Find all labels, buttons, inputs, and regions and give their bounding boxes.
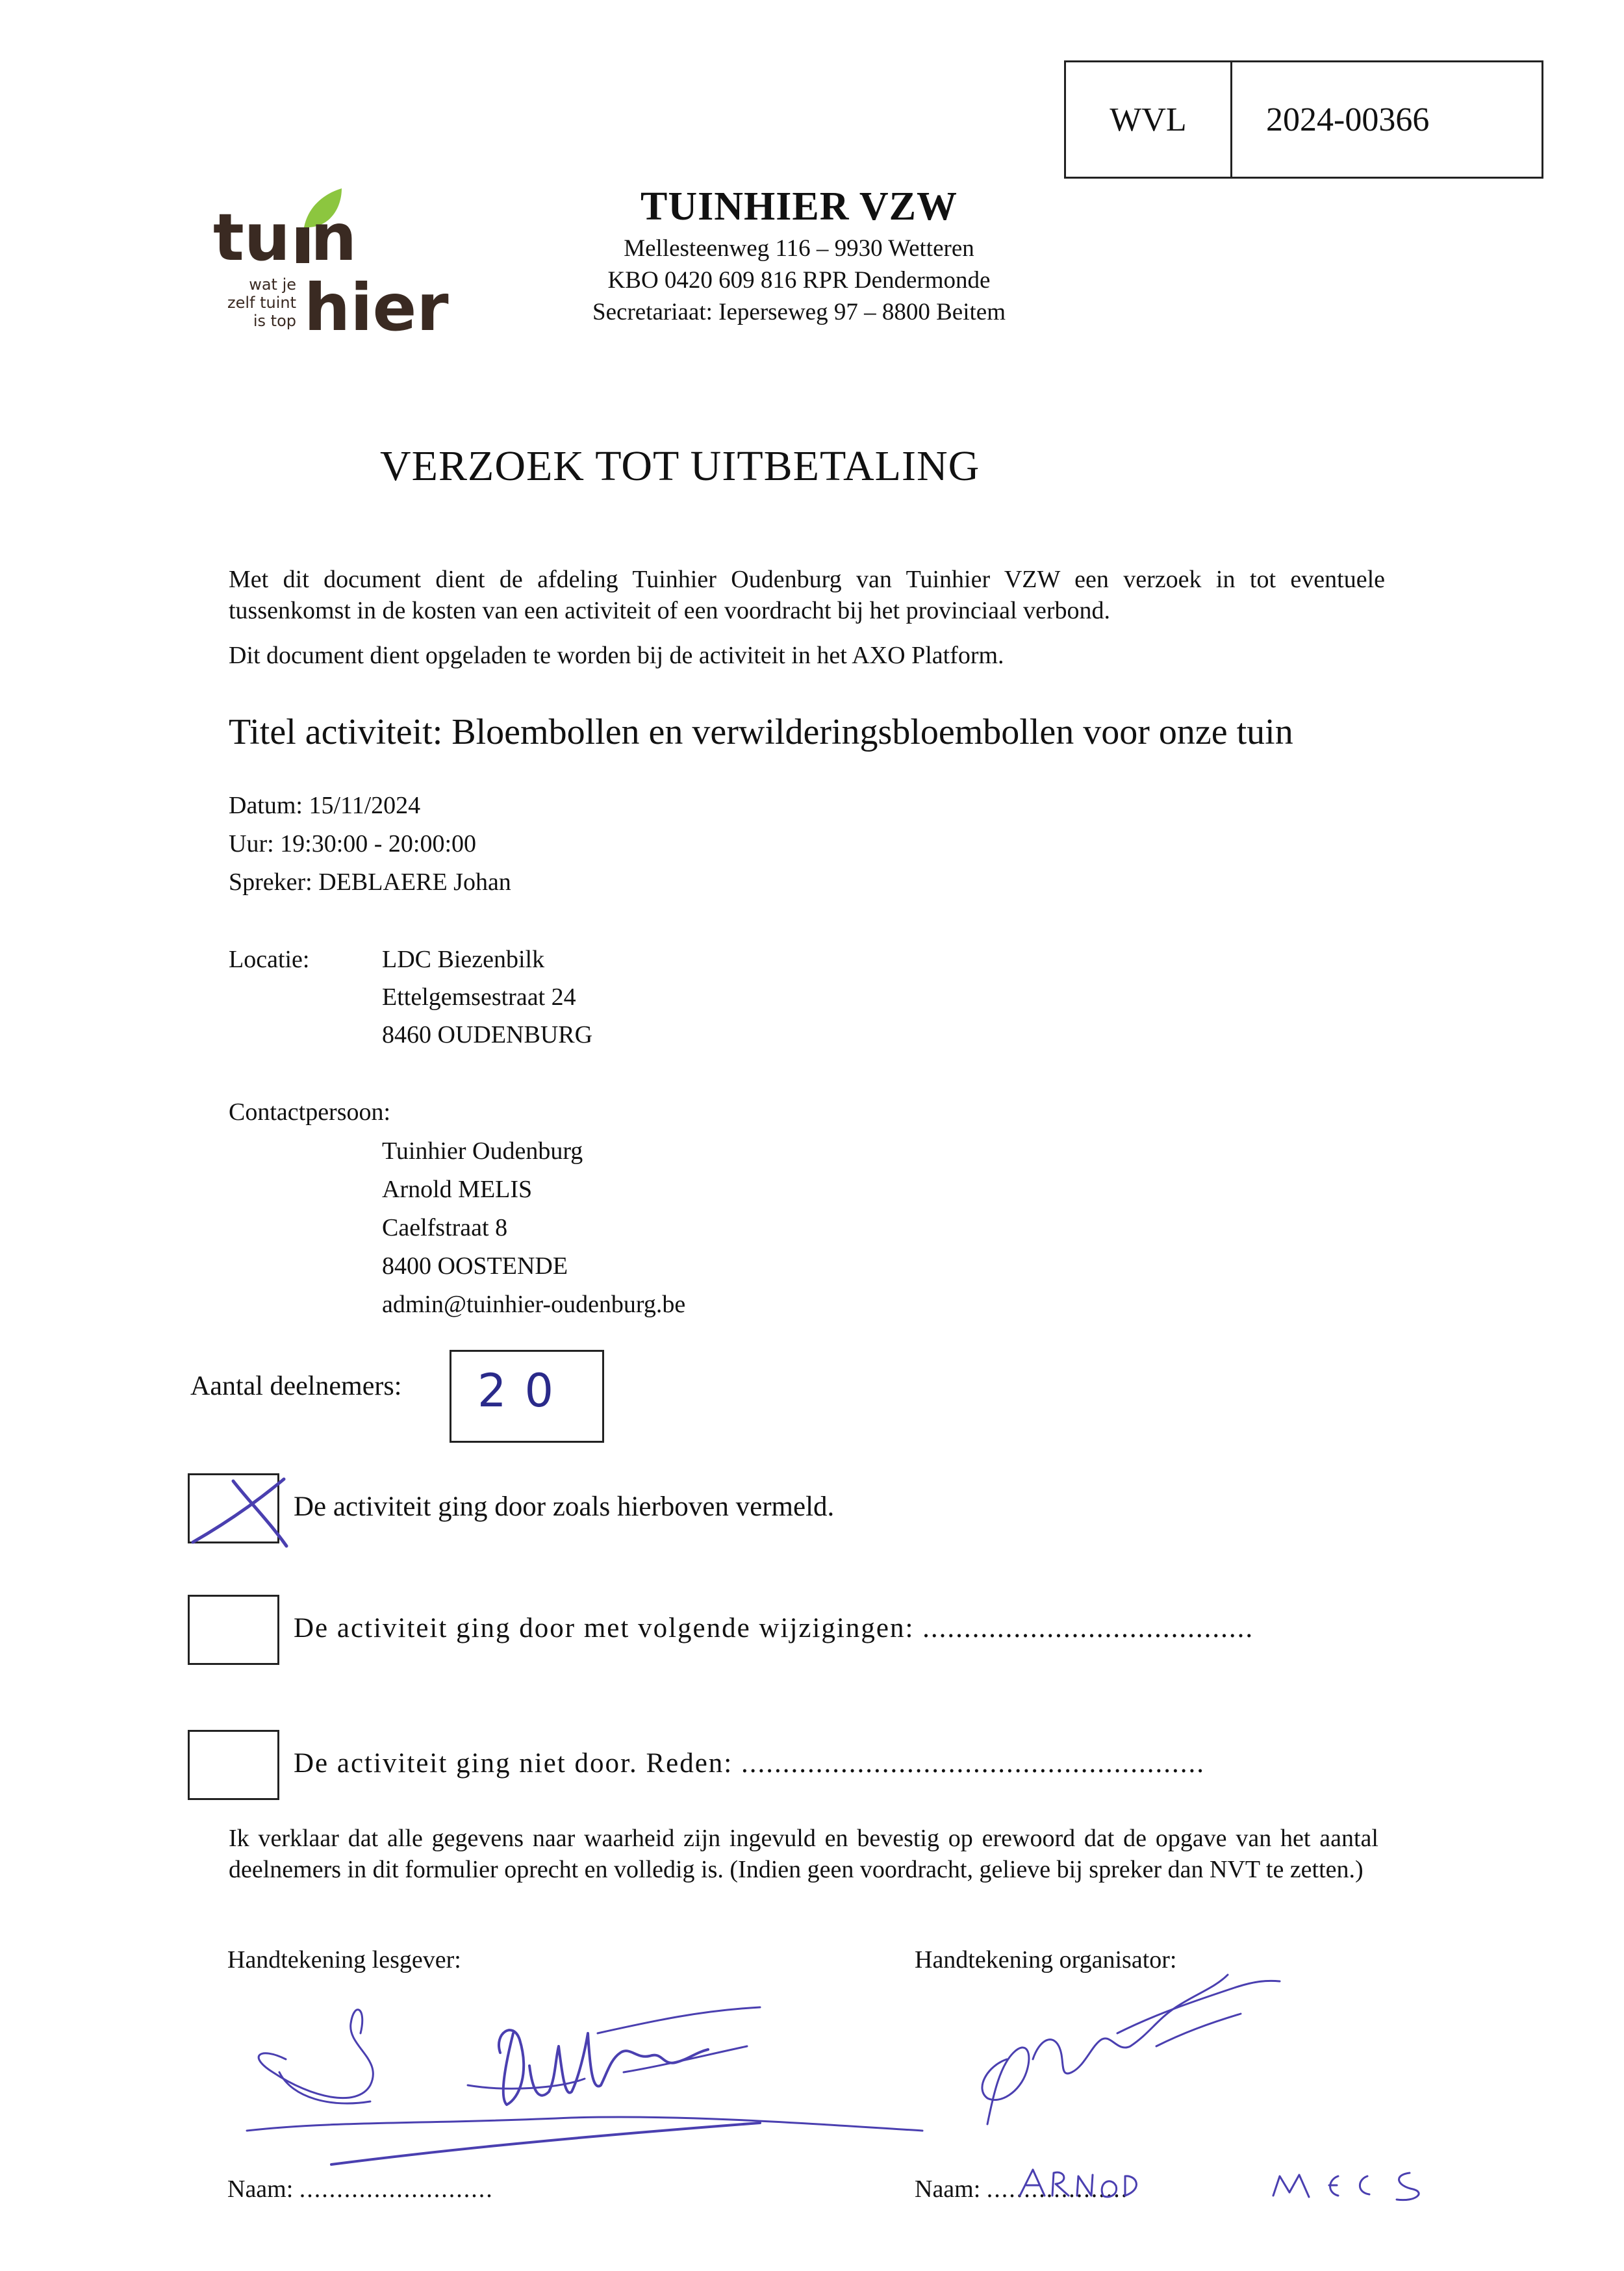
contact-line: Arnold MELIS (382, 1176, 533, 1203)
organization-header (559, 182, 1039, 328)
reference-region: WVL (1066, 62, 1232, 177)
teacher-name-label: Naam: .......................... (227, 2176, 494, 2203)
checkbox-not-held[interactable] (188, 1730, 279, 1800)
organization-name: TUINHIER VZW (640, 184, 958, 229)
svg-text:wat je: wat je (249, 275, 296, 294)
organizer-signature (961, 1962, 1299, 2131)
organization-address: Mellesteenweg 116 – 9930 Wetteren (624, 235, 974, 262)
intro-paragraph: Met dit document dient de afdeling Tuinhier Oudenburg van Tuinhier VZW een verzoek in tot eventuele tussenkomst in de kosten van een activiteit of een voordracht bij het provinciaal verbond. (229, 566, 1385, 624)
contact-line: Tuinhier Oudenburg (382, 1137, 583, 1165)
svg-text:hier: hier (304, 270, 449, 346)
document-title: VERZOEK TOT UITBETALING (380, 442, 980, 490)
check-mark-icon (188, 1469, 292, 1551)
activity-date: Datum: 15/11/2024 (229, 792, 421, 819)
reference-box (1064, 60, 1543, 179)
upload-note: Dit document dient opgeladen te worden bij de activiteit in het AXO Platform. (229, 642, 1004, 669)
location-line: LDC Biezenbilk (382, 946, 545, 973)
organization-secretariat: Secretariaat: Ieperseweg 97 – 8800 Beitem (592, 298, 1006, 325)
signature-underline-stroke (312, 2118, 767, 2176)
activity-speaker: Spreker: DEBLAERE Johan (229, 869, 511, 896)
option-not-held: De activiteit ging niet door. Reden: ........................................................ (294, 1748, 1205, 1779)
organizer-signature-label: Handtekening organisator: (915, 1946, 1177, 1973)
option-as-planned: De activiteit ging door zoals hierboven vermeld. (294, 1491, 835, 1522)
svg-text:zelf tuint: zelf tuint (227, 294, 296, 312)
organizer-name-handwritten (1013, 2157, 1468, 2209)
option-with-changes: De activiteit ging door met volgende wijzigingen: ........................................ (294, 1613, 1254, 1643)
svg-text:is top: is top (253, 312, 296, 330)
declaration-text: Ik verklaar dat alle gegevens naar waarheid zijn ingevuld en bevestig op erewoord dat de opgave van het aantal deelnemers in dit formulier oprecht en volledig is. (Indien geen voordracht, gelieve bij spreker dan NVT te zetten.) (229, 1825, 1378, 1883)
participants-label: Aantal deelnemers: (190, 1371, 402, 1401)
svg-text:n: n (311, 199, 357, 275)
svg-text:tu: tu (213, 199, 290, 275)
participants-value: 20 (477, 1364, 572, 1417)
teacher-signature-label: Handtekening lesgever: (227, 1946, 461, 1973)
tuinhier-logo (207, 188, 449, 346)
location-line: 8460 OUDENBURG (382, 1021, 593, 1048)
activity-time: Uur: 19:30:00 - 20:00:00 (229, 830, 477, 857)
contact-email: admin@tuinhier-oudenburg.be (382, 1291, 686, 1318)
contact-line: 8400 OOSTENDE (382, 1252, 568, 1280)
teacher-name-blank[interactable]: .......................... (299, 2176, 494, 2203)
organizer-name-label: Naam: ................... (915, 2176, 1129, 2203)
location-line: Ettelgemsestraat 24 (382, 983, 576, 1011)
checkbox-with-changes[interactable] (188, 1595, 279, 1665)
activity-title: Titel activiteit: Bloembollen en verwilderingsbloembollen voor onze tuin (229, 712, 1293, 752)
organization-registry: KBO 0420 609 816 RPR Dendermonde (607, 266, 991, 294)
reference-number: 2024-00366 (1266, 101, 1430, 138)
organizer-name-blank[interactable]: ................... (986, 2176, 1129, 2203)
contact-label: Contactpersoon: (229, 1098, 391, 1126)
location-label: Locatie: (229, 946, 310, 973)
contact-line: Caelfstraat 8 (382, 1214, 508, 1241)
